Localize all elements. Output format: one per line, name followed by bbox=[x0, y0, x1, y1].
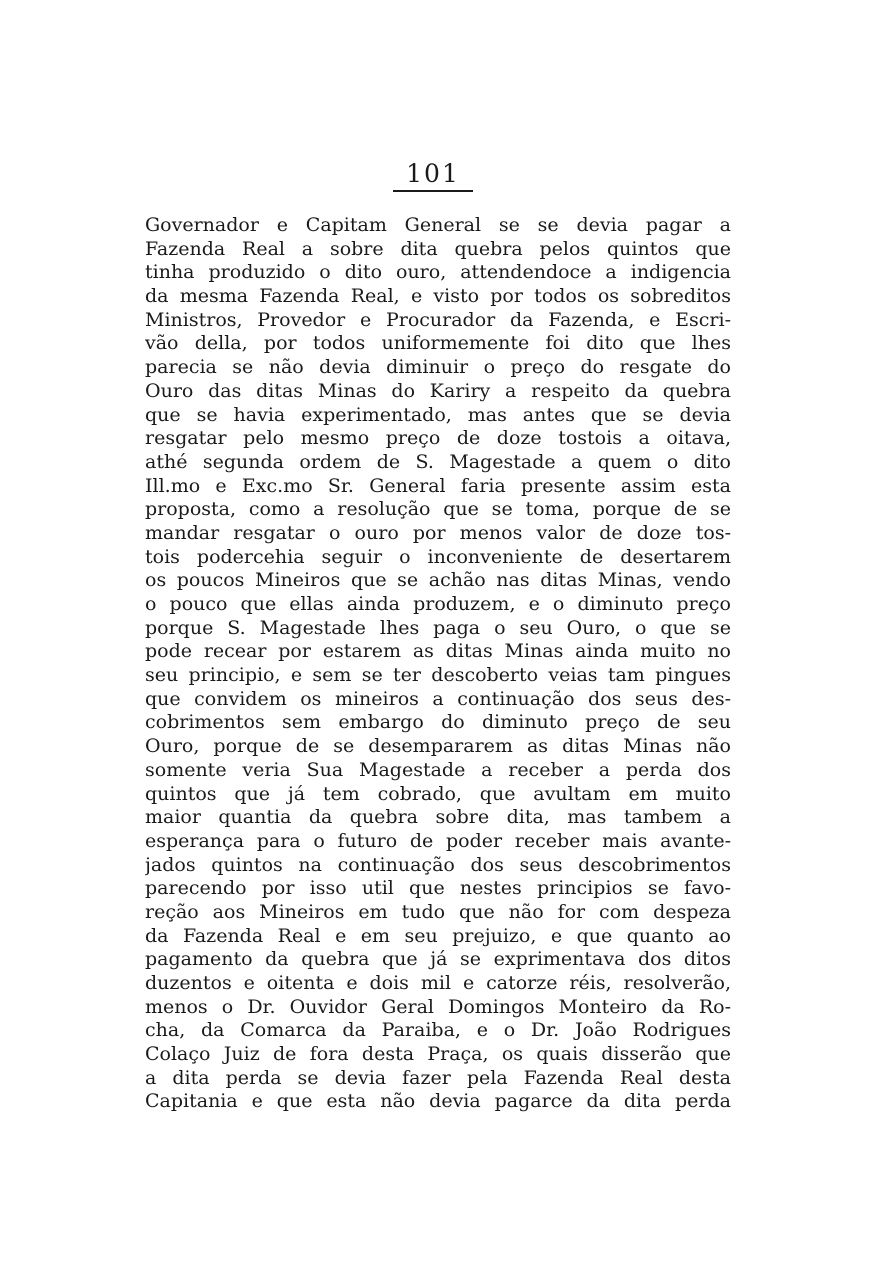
text-line: Capitania e que esta não devia pagarce da dita perda bbox=[145, 1090, 731, 1113]
body-text bbox=[145, 214, 731, 1114]
text-line: vão della, por todos uniformemente foi dito que lhes bbox=[145, 332, 731, 355]
text-line: porque S. Magestade lhes paga o seu Ouro, o que se bbox=[145, 616, 731, 639]
text-line: Fazenda Real a sobre dita quebra pelos quintos que bbox=[145, 237, 731, 260]
text-line: pagamento da quebra que já se exprimentava dos ditos bbox=[145, 948, 731, 971]
text-line: os poucos Mineiros que se achão nas ditas Minas, vendo bbox=[145, 569, 731, 592]
text-line: cobrimentos sem embargo do diminuto preço de seu bbox=[145, 711, 731, 734]
text-line: tinha produzido o dito ouro, attendendoce a indigencia bbox=[145, 261, 731, 284]
text-line: esperança para o futuro de poder receber mais avante- bbox=[145, 829, 731, 852]
text-line: menos o Dr. Ouvidor Geral Domingos Monteiro da Ro- bbox=[145, 995, 731, 1018]
text-line: seu principio, e sem se ter descoberto veias tam pingues bbox=[145, 664, 731, 687]
text-line: quintos que já tem cobrado, que avultam em muito bbox=[145, 782, 731, 805]
text-line: Ministros, Provedor e Procurador da Fazenda, e Escri- bbox=[145, 308, 731, 331]
text-line: jados quintos na continuação dos seus descobrimentos bbox=[145, 853, 731, 876]
text-line: parecia se não devia diminuir o preço do resgate do bbox=[145, 356, 731, 379]
text-line: da mesma Fazenda Real, e visto por todos os sobreditos bbox=[145, 285, 731, 308]
text-line: que se havia experimentado, mas antes que se devia bbox=[145, 403, 731, 426]
text-line: mandar resgatar o ouro por menos valor de doze tos- bbox=[145, 521, 731, 544]
text-line: o pouco que ellas ainda produzem, e o diminuto preço bbox=[145, 593, 731, 615]
text-line: pode recear por estarem as ditas Minas ainda muito no bbox=[145, 640, 731, 663]
text-line: athé segunda ordem de S. Magestade a quem o dito bbox=[145, 450, 731, 473]
text-line: que convidem os mineiros a continuação dos seus des- bbox=[145, 687, 731, 710]
text-line: maior quantia da quebra sobre dita, mas tambem a bbox=[145, 806, 731, 829]
text-line: da Fazenda Real e em seu prejuizo, e que quanto ao bbox=[145, 924, 731, 947]
text-line: resgatar pelo mesmo preço de doze tostois a oitava, bbox=[145, 427, 731, 450]
text-line: duzentos e oitenta e dois mil e catorze réis, resolverão, bbox=[145, 972, 731, 994]
text-line: proposta, como a resolução que se toma, porque de se bbox=[145, 498, 731, 521]
text-line: a dita perda se devia fazer pela Fazenda Real desta bbox=[145, 1066, 731, 1089]
text-line: parecendo por isso util que nestes principios se favo- bbox=[145, 877, 731, 900]
text-line: cha, da Comarca da Paraiba, e o Dr. João Rodrigues bbox=[145, 1019, 731, 1042]
text-line: Ouro, porque de se desempararem as ditas Minas não bbox=[145, 735, 731, 758]
text-line: Colaço Juiz de fora desta Praça, os quais disserão que bbox=[145, 1043, 731, 1066]
page-number-underline bbox=[393, 190, 473, 192]
text-line: Governador e Capitam General se se devia pagar a bbox=[145, 214, 731, 236]
text-line: tois podercehia seguir o inconveniente de desertarem bbox=[145, 545, 731, 568]
text-line: reção aos Mineiros em tudo que não for com despeza bbox=[145, 900, 731, 923]
text-line: Ouro das ditas Minas do Kariry a respeito da quebra bbox=[145, 379, 731, 402]
text-line: somente veria Sua Magestade a receber a perda dos bbox=[145, 758, 731, 781]
text-line: Ill.mo e Exc.mo Sr. General faria presente assim esta bbox=[145, 474, 731, 497]
page-number: 101 bbox=[406, 159, 460, 188]
